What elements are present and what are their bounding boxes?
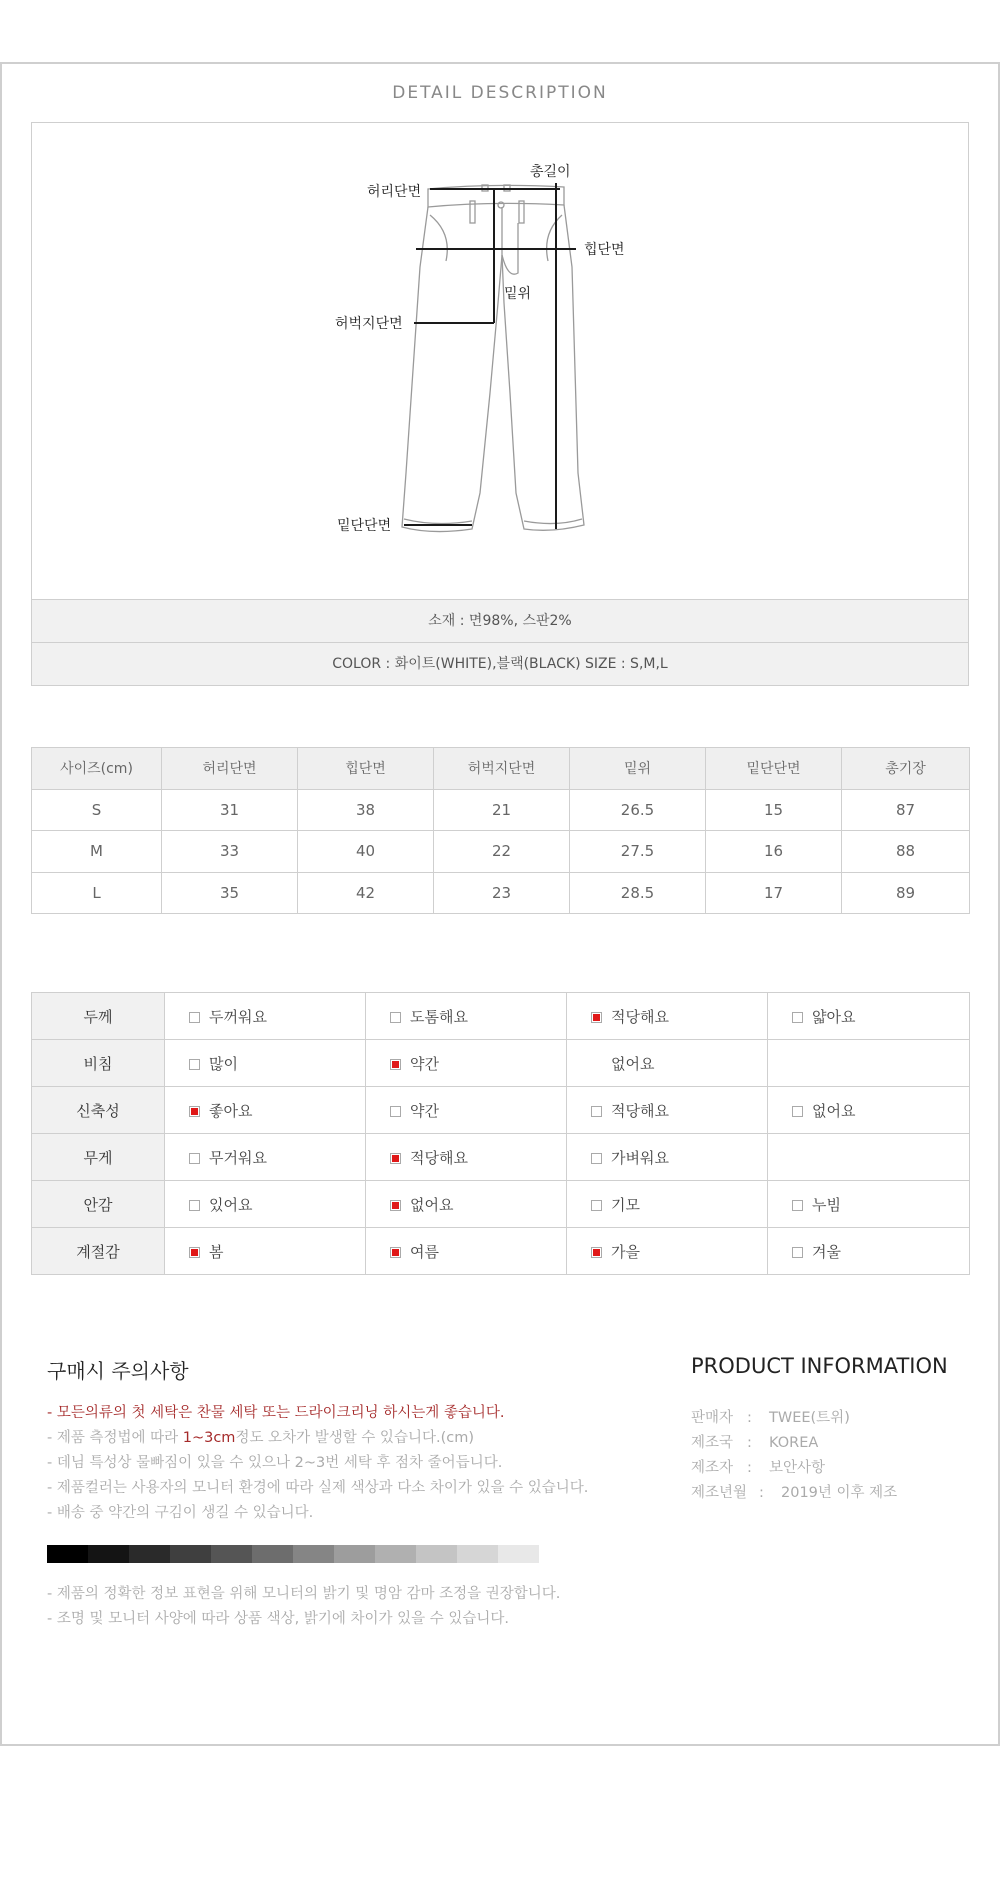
- notes-title: 구매시 주의사항: [47, 1359, 189, 1383]
- unchecked-box-icon: [591, 1106, 602, 1117]
- label-waist: 허리단면: [367, 184, 422, 200]
- pants-illustration: [32, 123, 968, 599]
- unchecked-box-icon: [189, 1153, 200, 1164]
- fabric-row: [32, 1134, 970, 1181]
- fabric-option-label: 적당해요: [611, 1101, 669, 1120]
- fabric-option-label: 좋아요: [209, 1101, 253, 1120]
- header-cell: 힙단면: [298, 748, 434, 790]
- fabric-option: [768, 1228, 970, 1275]
- product-info-value: 2019년 이후 제조: [781, 1485, 898, 1501]
- fabric-option: [165, 993, 366, 1040]
- unchecked-box-icon: [792, 1012, 803, 1023]
- grayscale-swatch-bar: [47, 1545, 539, 1563]
- table-cell: 23: [434, 872, 570, 914]
- color-swatch: [293, 1545, 334, 1563]
- fabric-option: [165, 1040, 366, 1087]
- fabric-table: [31, 992, 970, 1275]
- checked-box-icon: [390, 1153, 401, 1164]
- table-row: [32, 831, 970, 873]
- color-swatch: [498, 1545, 539, 1563]
- note-wash: - 모든의류의 첫 세탁은 찬물 세탁 또는 드라이크리닝 하시는게 좋습니다.: [47, 1405, 505, 1421]
- product-info-value: TWEE(트위): [769, 1410, 850, 1426]
- note-measure: [47, 1426, 588, 1451]
- header-cell: 총기장: [842, 748, 970, 790]
- fabric-option: [366, 993, 567, 1040]
- fabric-attribute: 계절감: [32, 1228, 165, 1275]
- monitor-note: - 제품의 정확한 정보 표현을 위해 모니터의 밝기 및 명암 감마 조정을 권장합니다.: [47, 1586, 561, 1602]
- color-swatch: [334, 1545, 375, 1563]
- product-info-row: 판매자 : TWEE(트위): [691, 1406, 897, 1431]
- unchecked-box-icon: [792, 1247, 803, 1258]
- fabric-option: [768, 1040, 970, 1087]
- pants-diagram: [32, 123, 968, 599]
- product-info-title: PRODUCT INFORMATION: [691, 1354, 948, 1378]
- fabric-option-label: 없어요: [410, 1195, 454, 1214]
- checked-box-icon: [189, 1106, 200, 1117]
- fabric-attribute: 두께: [32, 993, 165, 1040]
- unchecked-box-icon: [189, 1200, 200, 1211]
- fabric-option: [768, 1087, 970, 1134]
- fabric-option: [366, 1228, 567, 1275]
- monitor-note: - 조명 및 모니터 사양에 따라 상품 색상, 밝기에 차이가 있을 수 있습니다.: [47, 1611, 509, 1627]
- table-cell: 17: [706, 872, 842, 914]
- note-measure-highlight: 1~3cm: [182, 1430, 236, 1446]
- table-cell: 40: [298, 831, 434, 873]
- table-cell: S: [32, 789, 162, 831]
- note-shipping: - 배송 중 약간의 구김이 생길 수 있습니다.: [47, 1505, 314, 1521]
- table-cell: 38: [298, 789, 434, 831]
- fabric-option-label: 봄: [209, 1242, 224, 1261]
- fabric-option-label: 가을: [611, 1242, 640, 1261]
- table-cell: 26.5: [570, 789, 706, 831]
- label-total-length: 총길이: [530, 164, 571, 180]
- note-measure-pre: - 제품 측정법에 따라: [47, 1430, 183, 1446]
- fabric-option: [567, 1040, 768, 1087]
- fabric-option-label: 적당해요: [611, 1007, 669, 1026]
- fabric-option-label: 누빔: [812, 1195, 841, 1214]
- fabric-option: [768, 1134, 970, 1181]
- size-table-header: [32, 748, 970, 790]
- fabric-attribute: 무게: [32, 1134, 165, 1181]
- color-swatch: [457, 1545, 498, 1563]
- fabric-attribute: 비침: [32, 1040, 165, 1087]
- fabric-attribute: 안감: [32, 1181, 165, 1228]
- table-cell: 88: [842, 831, 970, 873]
- fabric-option: [366, 1040, 567, 1087]
- fabric-option-label: 적당해요: [410, 1148, 468, 1167]
- note-denim: - 데님 특성상 물빠짐이 있을 수 있으나 2~3번 세탁 후 점차 줄어듭니다.: [47, 1455, 503, 1471]
- fabric-option: [165, 1087, 366, 1134]
- unchecked-box-icon: [792, 1106, 803, 1117]
- product-info-key: 제조자: [691, 1460, 734, 1476]
- color-swatch: [375, 1545, 416, 1563]
- color-size-info: COLOR : 화이트(WHITE),블랙(BLACK) SIZE : S,M,L: [32, 642, 968, 685]
- fabric-option: [567, 1181, 768, 1228]
- fabric-option-label: 겨울: [812, 1242, 841, 1261]
- diagram-box: [31, 122, 969, 686]
- fabric-option-label: 무거워요: [209, 1148, 267, 1167]
- product-info-value: KOREA: [769, 1435, 819, 1451]
- size-table: [31, 747, 970, 914]
- unchecked-box-icon: [792, 1200, 803, 1211]
- unchecked-box-icon: [189, 1059, 200, 1070]
- fabric-option-label: 있어요: [209, 1195, 253, 1214]
- fabric-row: [32, 1087, 970, 1134]
- product-info-key: 판매자: [691, 1410, 734, 1426]
- notes-list: [47, 1401, 588, 1526]
- color-swatch: [88, 1545, 129, 1563]
- fabric-row: [32, 1228, 970, 1275]
- fabric-option: [567, 993, 768, 1040]
- header-cell: 밑위: [570, 748, 706, 790]
- note-monitor-color: - 제품컬러는 사용자의 모니터 환경에 따라 실제 색상과 다소 차이가 있을 수 있습니다.: [47, 1480, 589, 1496]
- fabric-option-label: 없어요: [812, 1101, 856, 1120]
- checked-box-icon: [591, 1012, 602, 1023]
- color-swatch: [252, 1545, 293, 1563]
- table-cell: 15: [706, 789, 842, 831]
- fabric-option-label: 도톰해요: [410, 1007, 468, 1026]
- label-rise: 밑위: [504, 286, 532, 302]
- fabric-option-label: 가벼워요: [611, 1148, 669, 1167]
- color-swatch: [47, 1545, 88, 1563]
- fabric-option: [366, 1181, 567, 1228]
- table-cell: M: [32, 831, 162, 873]
- label-thigh: 허벅지단면: [335, 316, 403, 332]
- header-cell: 사이즈(cm): [32, 748, 162, 790]
- label-hem: 밑단단면: [337, 518, 392, 534]
- checked-box-icon: [390, 1059, 401, 1070]
- fabric-option: [165, 1134, 366, 1181]
- fabric-option-label: 두꺼워요: [209, 1007, 267, 1026]
- fabric-option-label: 기모: [611, 1195, 640, 1214]
- fabric-row: [32, 1181, 970, 1228]
- detail-title: DETAIL DESCRIPTION: [392, 83, 608, 103]
- fabric-option: [165, 1181, 366, 1228]
- table-cell: 31: [162, 789, 298, 831]
- checked-box-icon: [591, 1247, 602, 1258]
- fabric-option-label: 여름: [410, 1242, 439, 1261]
- fabric-option-label: 없어요: [611, 1054, 655, 1073]
- fabric-option: [366, 1134, 567, 1181]
- table-cell: 22: [434, 831, 570, 873]
- label-hip: 힙단면: [584, 242, 625, 258]
- fabric-row: [32, 993, 970, 1040]
- fabric-option: [165, 1228, 366, 1275]
- color-swatch: [416, 1545, 457, 1563]
- table-cell: 33: [162, 831, 298, 873]
- product-info-row: 제조자 : 보안사항: [691, 1456, 897, 1481]
- table-cell: 16: [706, 831, 842, 873]
- unchecked-box-icon: [390, 1106, 401, 1117]
- fabric-option: [366, 1087, 567, 1134]
- material-info: 소재 : 면98%, 스판2%: [32, 599, 968, 642]
- unchecked-box-icon: [189, 1012, 200, 1023]
- checked-box-icon: [390, 1200, 401, 1211]
- table-cell: 89: [842, 872, 970, 914]
- note-measure-post: 정도 오차가 발생할 수 있습니다.(cm): [235, 1430, 474, 1446]
- fabric-option: [567, 1134, 768, 1181]
- product-info-row: 제조년월 : 2019년 이후 제조: [691, 1481, 897, 1506]
- fabric-option-label: 약간: [410, 1101, 439, 1120]
- fabric-option-label: 약간: [410, 1054, 439, 1073]
- unchecked-box-icon: [591, 1059, 602, 1070]
- color-swatch: [211, 1545, 252, 1563]
- product-info-key: 제조국: [691, 1435, 734, 1451]
- table-cell: 28.5: [570, 872, 706, 914]
- unchecked-box-icon: [390, 1012, 401, 1023]
- monitor-notes: [47, 1582, 560, 1632]
- checked-box-icon: [189, 1247, 200, 1258]
- product-info-key: 제조년월: [691, 1485, 748, 1501]
- table-row: [32, 872, 970, 914]
- fabric-option: [567, 1087, 768, 1134]
- product-info-value: 보안사항: [769, 1460, 826, 1476]
- table-cell: 27.5: [570, 831, 706, 873]
- fabric-attribute: 신축성: [32, 1087, 165, 1134]
- color-swatch: [170, 1545, 211, 1563]
- header-cell: 허리단면: [162, 748, 298, 790]
- fabric-option: [567, 1228, 768, 1275]
- table-row: [32, 789, 970, 831]
- color-swatch: [129, 1545, 170, 1563]
- table-cell: 87: [842, 789, 970, 831]
- table-cell: 21: [434, 789, 570, 831]
- table-cell: 35: [162, 872, 298, 914]
- fabric-row: [32, 1040, 970, 1087]
- product-info-list: [691, 1406, 897, 1506]
- fabric-option-label: 얇아요: [812, 1007, 856, 1026]
- checked-box-icon: [390, 1247, 401, 1258]
- table-cell: 42: [298, 872, 434, 914]
- fabric-option: [768, 1181, 970, 1228]
- table-cell: L: [32, 872, 162, 914]
- product-info-row: 제조국 : KOREA: [691, 1431, 897, 1456]
- fabric-option: [768, 993, 970, 1040]
- unchecked-box-icon: [591, 1153, 602, 1164]
- fabric-option-label: 많이: [209, 1054, 238, 1073]
- unchecked-box-icon: [591, 1200, 602, 1211]
- header-cell: 밑단단면: [706, 748, 842, 790]
- header-cell: 허벅지단면: [434, 748, 570, 790]
